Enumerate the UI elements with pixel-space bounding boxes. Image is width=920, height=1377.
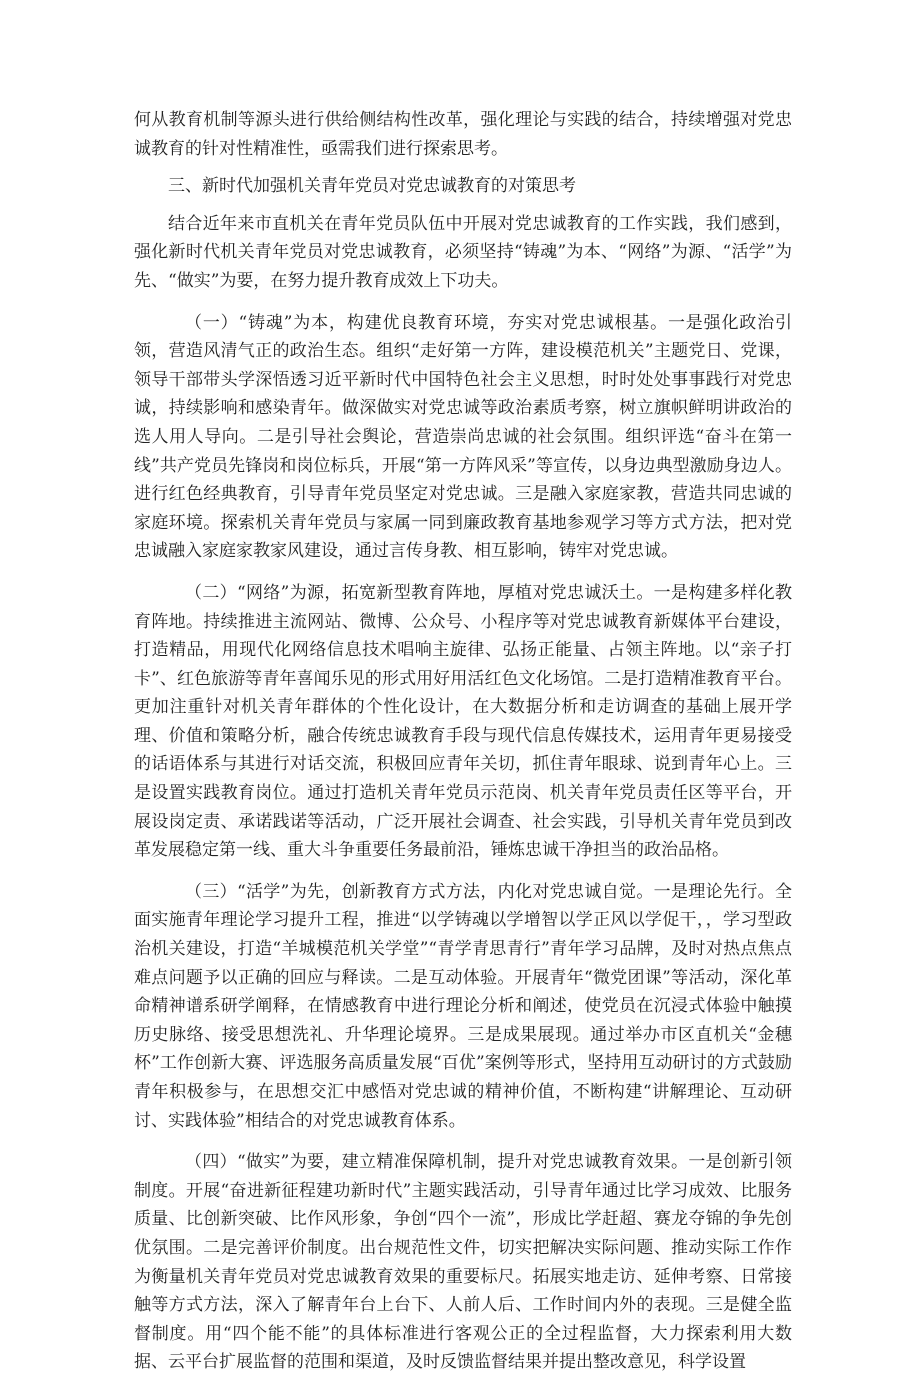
paragraph-item-1: （一）“铸魂”为本，构建优良教育环境，夯实对党忠诚根基。一是强化政治引领，营造风清气正的政治生态。组织“走好第一方阵，建设模范机关”主题党日、党课，领导干部带头学深悟透习近平新时代中国特色社会主义思想，时时处处事事践行对党忠诚，持续影响和感染青年。做深做实对党忠诚等政治素质考察，树立旗帜鲜明讲政治的选人用人导向。二是引导社会舆论，营造崇尚忠诚的社会氛围。组织评选“奋斗在第一线”共产党员先锋岗和岗位标兵，开展“第一方阵风采”等宣传，以身边典型激励身边人。进行红色经典教育，引导青年党员坚定对党忠诚。三是融入家庭家教，营造共同忠诚的家庭环境。探索机关青年党员与家属一同到廉政教育基地参观学习等方式方法，把对党忠诚融入家庭家教家风建设，通过言传身教、相互影响，铸牢对党忠诚。: [134, 312, 792, 562]
paragraph-intro: 结合近年来市直机关在青年党员队伍中开展对党忠诚教育的工作实践，我们感到，强化新时代机关青年党员对党忠诚教育，必须坚持“铸魂”为本、“网络”为源、“活学”为先、“做实”为要，在努力提升教育成效上下功夫。: [134, 213, 792, 291]
paragraph-continuation: 何从教育机制等源头进行供给侧结构性改革，强化理论与实践的结合，持续增强对党忠诚教育的针对性精准性，亟需我们进行探索思考。: [134, 110, 792, 159]
section-heading: 三、新时代加强机关青年党员对党忠诚教育的对策思考: [168, 176, 576, 197]
paragraph-item-2: （二）“网络”为源，拓宽新型教育阵地，厚植对党忠诚沃土。一是构建多样化教育阵地。持续推进主流网站、微博、公众号、小程序等对党忠诚教育新媒体平台建设，打造精品，用现代化网络信息技术唱响主旋律、弘扬正能量、占领主阵地。以“亲子打卡”、红色旅游等青年喜闻乐见的形式用好用活红色文化场馆。二是打造精准教育平台。更加注重针对机关青年群体的个性化设计，在大数据分析和走访调查的基础上展开学理、价值和策略分析，融合传统忠诚教育手段与现代信息传媒技术，运用青年更易接受的话语体系与其进行对话交流，积极回应青年关切，抓住青年眼球、说到青年心上。三是设置实践教育岗位。通过打造机关青年党员示范岗、机关青年党员责任区等平台，开展设岗定责、承诺践诺等活动，广泛开展社会调查、社会实践，引导机关青年党员到改革发展稳定第一线、重大斗争重要任务最前沿，锤炼忠诚干净担当的政治品格。: [134, 582, 792, 861]
paragraph-item-4: （四）“做实”为要，建立精准保障机制，提升对党忠诚教育效果。一是创新引领制度。开展“奋进新征程建功新时代”主题实践活动，引导青年通过比学习成效、比服务质量、比创新突破、比作风形象，争创“四个一流”，形成比学赶超、赛龙夺锦的争先创优氛围。二是完善评价制度。出台规范性文件，切实把解决实际问题、推动实际工作作为衡量机关青年党员对党忠诚教育效果的重要标尺。拓展实地走访、延伸考察、日常接触等方式方法，深入了解青年台上台下、人前人后、工作时间内外的表现。三是健全监督制度。用“四个能不能”的具体标准进行客观公正的全过程监督，大力探索利用大数据、云平台扩展监督的范围和渠道，及时反馈监督结果并提出整改意见，科学设置: [134, 1152, 792, 1373]
document-page: [134, 106, 792, 1377]
paragraph-item-3: （三）“活学”为先，创新教育方式方法，内化对党忠诚自觉。一是理论先行。全面实施青年理论学习提升工程，推进“以学铸魂以学增智以学正风以学促干，，学习型政治机关建设，打造“羊城模范机关学堂”“青学青思青行”青年学习品牌，及时对热点焦点难点问题予以正确的回应与释读。二是互动体验。开展青年“微党团课”等活动，深化革命精神谱系研学阐释，在情感教育中进行理论分析和阐述，使党员在沉浸式体验中触摸历史脉络、接受思想洗礼、升华理论境界。三是成果展现。通过举办市区直机关“金穗杯”工作创新大赛、评选服务高质量发展“百优”案例等形式，坚持用互动研讨的方式鼓励青年积极参与，在思想交汇中感悟对党忠诚的精神价值，不断构建“讲解理论、互动研讨、实践体验”相结合的对党忠诚教育体系。: [134, 881, 792, 1131]
